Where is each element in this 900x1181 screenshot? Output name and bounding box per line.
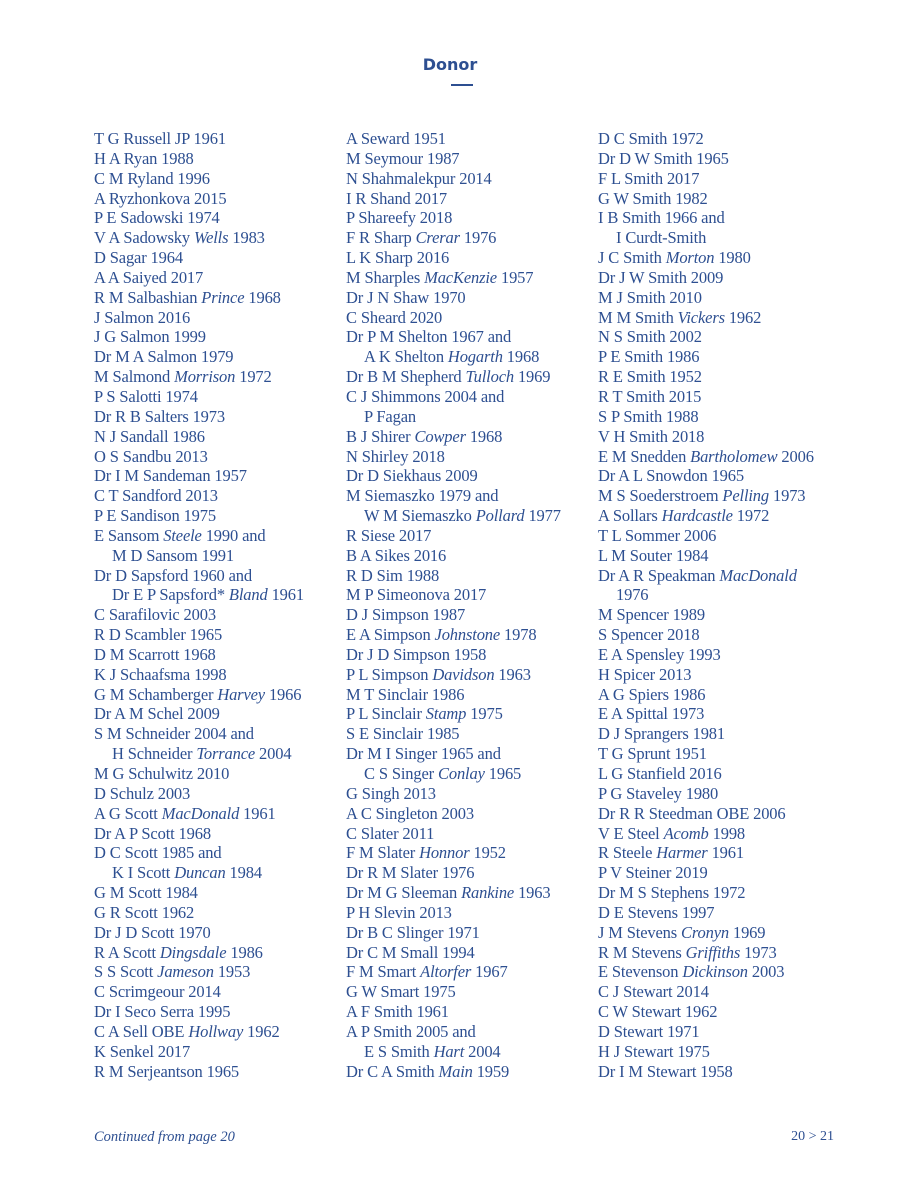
donor-entry: M Siemaszko 1979 and W M Siemaszko Pollard 1977	[346, 486, 596, 526]
donor-entry: D Sagar 1964	[94, 248, 183, 268]
donor-entry: V A Sadowsky Wells 1983	[94, 228, 265, 248]
donor-entry: Dr D Sapsford 1960 and Dr E P Sapsford* Bland 1961	[94, 566, 344, 606]
entry-continuation: Dr E P Sapsford* Bland 1961	[112, 585, 304, 605]
maiden-name: MacKenzie	[424, 267, 497, 287]
donor-entry: M P Simeonova 2017	[346, 585, 487, 605]
donor-entry: V H Smith 2018	[598, 426, 705, 446]
donor-entry: A F Smith 1961	[346, 1002, 449, 1022]
donor-column-1	[94, 129, 344, 1082]
entry-continuation: E S Smith Hart 2004	[364, 1041, 501, 1061]
donor-entry: T G Sprunt 1951	[598, 744, 707, 764]
donor-entry: Dr R R Steedman OBE 2006	[598, 803, 786, 823]
maiden-name: Altorfer	[420, 962, 472, 982]
donor-entry: H Spicer 2013	[598, 664, 692, 684]
entry-continuation: P Fagan	[364, 406, 416, 426]
donor-entry: T L Sommer 2006	[598, 525, 717, 545]
title-underline	[451, 84, 473, 86]
donor-entry: L G Stanfield 2016	[598, 764, 722, 783]
donor-entry: R T Smith 2015	[598, 386, 702, 406]
donor-entry: C T Sandford 2013	[94, 486, 218, 506]
donor-entry: M G Schulwitz 2010	[94, 764, 230, 783]
donor-entry: I R Shand 2017	[346, 188, 448, 208]
donor-entry: P L Simpson Davidson 1963	[346, 664, 531, 684]
page-number: 20 > 21	[791, 1129, 834, 1144]
donor-entry: Dr C A Smith Main 1959	[346, 1061, 510, 1081]
donor-entry: M Spencer 1989	[598, 605, 705, 625]
donor-entry: G W Smart 1975	[346, 982, 456, 1002]
maiden-name: Hollway	[188, 1021, 244, 1041]
donor-entry: C A Sell OBE Hollway 1962	[94, 1021, 280, 1041]
donor-entry: S P Smith 1988	[598, 406, 699, 426]
donor-entry: J C Smith Morton 1980	[598, 248, 751, 268]
donor-entry: Dr R M Slater 1976	[346, 863, 475, 883]
donor-entry: F L Smith 2017	[598, 168, 700, 188]
maiden-name: Johnstone	[434, 625, 501, 645]
maiden-name: MacDonald	[719, 565, 797, 585]
entry-continuation: A K Shelton Hogarth 1968	[364, 347, 540, 367]
donor-entry: F M Smart Altorfer 1967	[346, 962, 508, 982]
donor-entry: Dr P M Shelton 1967 and A K Shelton Hogarth 1968	[346, 327, 596, 367]
donor-entry: P G Staveley 1980	[598, 783, 719, 803]
donor-entry: A G Spiers 1986	[598, 684, 706, 704]
donor-entry: Dr D W Smith 1965	[598, 148, 729, 168]
maiden-name: Hogarth	[447, 347, 503, 367]
donor-entry: P S Salotti 1974	[94, 386, 198, 406]
donor-entry: Dr J D Simpson 1958	[346, 644, 487, 664]
donor-entry: L M Souter 1984	[598, 545, 709, 565]
donor-entry: P E Smith 1986	[598, 347, 700, 367]
donor-entry: Dr M S Stephens 1972	[598, 883, 746, 903]
entry-continuation: H Schneider Torrance 2004	[112, 744, 292, 764]
donor-entry: M J Smith 2010	[598, 287, 702, 307]
maiden-name: Steele	[163, 525, 202, 545]
donor-column-3	[598, 129, 848, 1082]
donor-entry: D J Simpson 1987	[346, 605, 466, 625]
donor-entry: Dr J N Shaw 1970	[346, 287, 466, 307]
donor-entry: M S Soederstroem Pelling 1973	[598, 486, 806, 506]
donor-entry: Dr D Siekhaus 2009	[346, 466, 478, 486]
donor-entry: B J Shirer Cowper 1968	[346, 426, 503, 446]
donor-entry: M M Smith Vickers 1962	[598, 307, 762, 327]
donor-entry: M Seymour 1987	[346, 148, 460, 168]
donor-entry: J G Salmon 1999	[94, 327, 206, 347]
entry-continuation: W M Siemaszko Pollard 1977	[364, 506, 561, 526]
donor-entry: Dr I M Sandeman 1957	[94, 466, 247, 486]
donor-entry: P V Steiner 2019	[598, 863, 708, 883]
donor-entry: C Scrimgeour 2014	[94, 982, 221, 1002]
donor-entry: Dr J D Scott 1970	[94, 922, 211, 942]
donor-entry: S Spencer 2018	[598, 625, 700, 645]
maiden-name: Hardcastle	[661, 506, 733, 526]
donor-entry: R Siese 2017	[346, 525, 432, 545]
donor-entry: D C Scott 1985 and K I Scott Duncan 1984	[94, 843, 344, 883]
donor-entry: N S Smith 2002	[598, 327, 702, 347]
maiden-name: Torrance	[196, 744, 256, 764]
donor-entry: A P Smith 2005 and E S Smith Hart 2004	[346, 1022, 596, 1062]
donor-entry: Dr M A Salmon 1979	[94, 347, 234, 367]
maiden-name: Cowper	[414, 426, 466, 446]
maiden-name: Prince	[201, 287, 245, 307]
donor-entry: Dr M G Sleeman Rankine 1963	[346, 883, 551, 903]
donor-entry: S S Scott Jameson 1953	[94, 962, 251, 982]
maiden-name: Harvey	[217, 684, 265, 704]
maiden-name: Harmer	[656, 843, 708, 863]
maiden-name: Griffiths	[685, 942, 741, 962]
donor-entry: D C Smith 1972	[598, 129, 704, 148]
donor-entry: C J Stewart 2014	[598, 982, 709, 1002]
donor-entry: G W Smith 1982	[598, 188, 708, 208]
maiden-name: Pelling	[722, 486, 770, 506]
donor-entry: G M Scott 1984	[94, 883, 198, 903]
donor-entry: P Shareefy 2018	[346, 208, 453, 228]
maiden-name: Dingsdale	[159, 942, 227, 962]
maiden-name: Vickers	[677, 307, 725, 327]
donor-entry: A G Scott MacDonald 1961	[94, 803, 276, 823]
page-title: Donor	[422, 55, 478, 74]
maiden-name: Cronyn	[681, 922, 729, 942]
maiden-name: Stamp	[425, 704, 467, 724]
donor-entry: G Singh 2013	[346, 783, 436, 803]
donor-entry: A Seward 1951	[346, 129, 446, 148]
donor-entry: H A Ryan 1988	[94, 148, 194, 168]
donor-entry: F M Slater Honnor 1952	[346, 843, 506, 863]
maiden-name: Morrison	[174, 367, 236, 387]
maiden-name: Tulloch	[465, 367, 514, 387]
maiden-name: Main	[438, 1061, 473, 1081]
donor-entry: R Steele Harmer 1961	[598, 843, 744, 863]
donor-entry: Dr R B Salters 1973	[94, 406, 225, 426]
donor-entry: C Sheard 2020	[346, 307, 443, 327]
donor-entry: Dr A M Schel 2009	[94, 704, 220, 724]
donor-entry: H J Stewart 1975	[598, 1041, 710, 1061]
donor-entry: Dr M I Singer 1965 and C S Singer Conlay 1965	[346, 744, 596, 784]
maiden-name: Morton	[665, 248, 715, 268]
donor-entry: C Sarafilovic 2003	[94, 605, 216, 625]
donor-entry: G R Scott 1962	[94, 902, 195, 922]
donor-entry: Dr I Seco Serra 1995	[94, 1002, 231, 1022]
donor-entry: L K Sharp 2016	[346, 248, 450, 268]
donor-entry: C J Shimmons 2004 and P Fagan	[346, 387, 596, 427]
entry-continuation: M D Sansom 1991	[112, 545, 234, 565]
donor-entry: K Senkel 2017	[94, 1041, 191, 1061]
donor-entry: Dr B C Slinger 1971	[346, 922, 480, 942]
donor-entry: E A Spittal 1973	[598, 704, 705, 724]
donor-entry: D J Sprangers 1981	[598, 724, 725, 744]
donor-entry: D Stewart 1971	[598, 1021, 700, 1041]
donor-entry: B A Sikes 2016	[346, 545, 447, 565]
maiden-name: Hart	[433, 1041, 465, 1061]
donor-entry: F R Sharp Crerar 1976	[346, 228, 497, 248]
donor-entry: A Sollars Hardcastle 1972	[598, 506, 770, 526]
donor-entry: E A Spensley 1993	[598, 644, 721, 664]
donor-entry: G M Schamberger Harvey 1966	[94, 684, 302, 704]
maiden-name: Acomb	[663, 823, 709, 843]
donor-entry: M Salmond Morrison 1972	[94, 367, 272, 387]
donor-entry: P E Sadowski 1974	[94, 208, 220, 228]
donor-entry: R M Stevens Griffiths 1973	[598, 942, 777, 962]
donor-entry: S M Schneider 2004 and H Schneider Torrance 2004	[94, 724, 344, 764]
maiden-name: Dickinson	[682, 962, 748, 982]
maiden-name: Conlay	[438, 764, 485, 783]
donor-entry: S E Sinclair 1985	[346, 724, 460, 744]
donor-entry: I B Smith 1966 and I Curdt-Smith	[598, 208, 848, 248]
donor-entry: Dr A P Scott 1968	[94, 823, 211, 843]
donor-entry: E Stevenson Dickinson 2003	[598, 962, 785, 982]
donor-entry: Dr A R Speakman MacDonald 1976	[598, 566, 848, 606]
donor-entry: R M Salbashian Prince 1968	[94, 287, 281, 307]
donor-entry: N Shahmalekpur 2014	[346, 168, 492, 188]
donor-entry: M Sharples MacKenzie 1957	[346, 267, 534, 287]
maiden-name: Jameson	[157, 962, 214, 982]
donor-entry: J M Stevens Cronyn 1969	[598, 922, 766, 942]
donor-entry: E M Snedden Bartholomew 2006	[598, 446, 814, 466]
donor-entry: T G Russell JP 1961	[94, 129, 226, 148]
donor-entry: C W Stewart 1962	[598, 1002, 718, 1022]
donor-entry: C Slater 2011	[346, 823, 435, 843]
continued-note: Continued from page 20	[94, 1129, 235, 1145]
maiden-name: Davidson	[432, 664, 495, 684]
donor-entry: R A Scott Dingsdale 1986	[94, 942, 263, 962]
entry-continuation: C S Singer Conlay 1965	[364, 764, 522, 783]
maiden-name: Honnor	[419, 843, 470, 863]
donor-entry: Dr B M Shepherd Tulloch 1969	[346, 367, 551, 387]
donor-entry: Dr J W Smith 2009	[598, 267, 724, 287]
donor-entry: D E Stevens 1997	[598, 902, 715, 922]
donor-entry: K J Schaafsma 1998	[94, 664, 227, 684]
donor-entry: A Ryzhonkova 2015	[94, 188, 227, 208]
donor-entry: R M Serjeantson 1965	[94, 1061, 240, 1081]
donor-entry: M T Sinclair 1986	[346, 684, 465, 704]
donor-entry: Dr I M Stewart 1958	[598, 1061, 733, 1081]
entry-continuation: 1976	[616, 585, 649, 605]
entry-continuation: K I Scott Duncan 1984	[112, 863, 262, 883]
maiden-name: Crerar	[415, 228, 460, 248]
maiden-name: Pollard	[475, 506, 525, 526]
donor-entry: J Salmon 2016	[94, 307, 191, 327]
maiden-name: MacDonald	[161, 803, 240, 823]
maiden-name: Bland	[228, 585, 268, 605]
donor-entry: A A Saiyed 2017	[94, 267, 204, 287]
donor-entry: E A Simpson Johnstone 1978	[346, 625, 537, 645]
donor-entry: D Schulz 2003	[94, 783, 191, 803]
donor-entry: E Sansom Steele 1990 and M D Sansom 1991	[94, 526, 344, 566]
maiden-name: Wells	[193, 228, 229, 248]
donor-entry: V E Steel Acomb 1998	[598, 823, 746, 843]
donor-entry: A C Singleton 2003	[346, 803, 474, 823]
donor-entry: Dr C M Small 1994	[346, 942, 475, 962]
donor-entry: N Shirley 2018	[346, 446, 445, 466]
donor-entry: Dr A L Snowdon 1965	[598, 466, 744, 486]
entry-continuation: I Curdt-Smith	[616, 228, 707, 248]
donor-entry: R D Sim 1988	[346, 565, 440, 585]
maiden-name: Duncan	[174, 863, 226, 883]
donor-entry: R D Scambler 1965	[94, 625, 223, 645]
donor-entry: P L Sinclair Stamp 1975	[346, 704, 503, 724]
maiden-name: Bartholomew	[690, 446, 778, 466]
donor-column-2	[346, 129, 596, 1082]
donor-entry: O S Sandbu 2013	[94, 446, 208, 466]
donor-entry: N J Sandall 1986	[94, 426, 205, 446]
maiden-name: Rankine	[461, 883, 515, 903]
donor-entry: P H Slevin 2013	[346, 902, 452, 922]
donor-entry: C M Ryland 1996	[94, 168, 210, 188]
donor-entry: P E Sandison 1975	[94, 506, 216, 526]
donor-entry: D M Scarrott 1968	[94, 644, 216, 664]
donor-entry: R E Smith 1952	[598, 367, 702, 387]
